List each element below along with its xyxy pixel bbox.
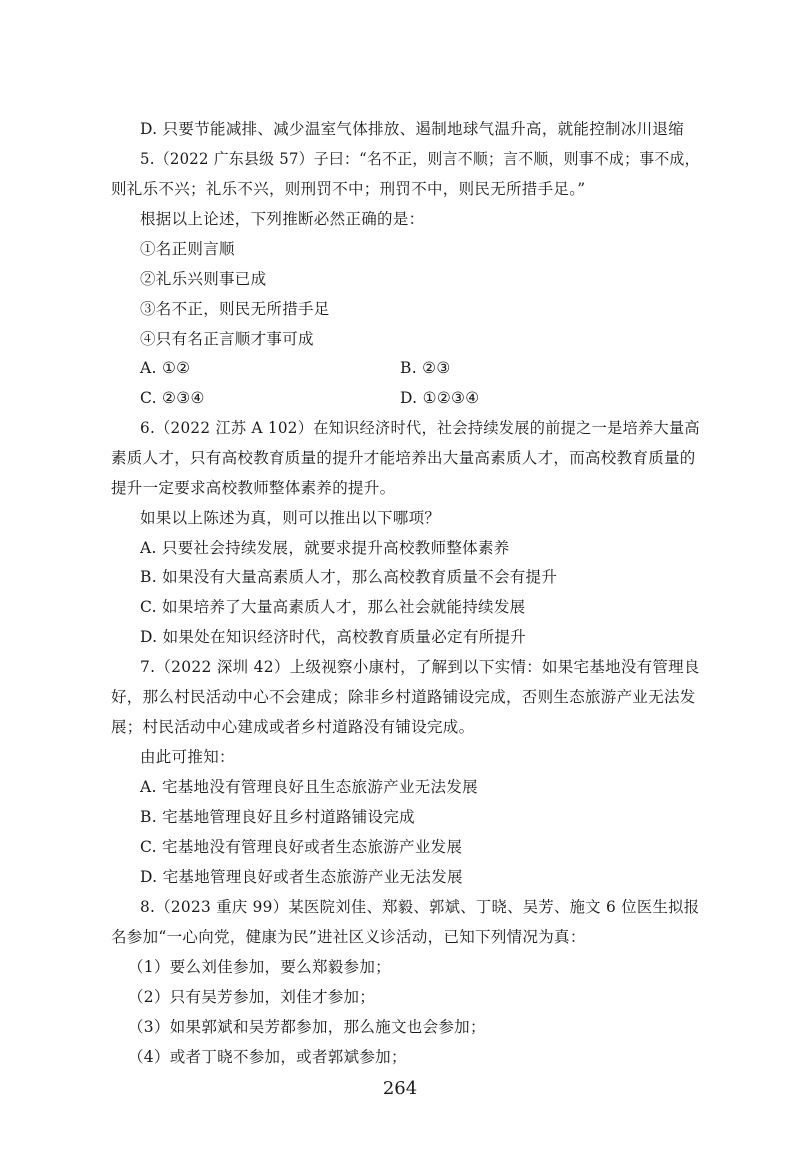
q8-condition-4: （4）或者丁晓不参加，或者郭斌参加； <box>128 1048 407 1066</box>
q6-option-d: D. 如果处在知识经济时代，高校教育质量必定有所提升 <box>140 628 527 646</box>
q7-stem-line3: 展；村民活动中心建成或者乡村道路没有铺设完成。 <box>111 718 475 736</box>
q4-option-d: D. 只要节能减排、减少温室气体排放、遏制地球气温升高，就能控制冰川退缩 <box>140 120 685 138</box>
q7-option-a: A. 宅基地没有管理良好且生态旅游产业无法发展 <box>140 778 478 796</box>
q5-option-a: A. ①② <box>140 359 191 377</box>
q5-statement-1: ①名正则言顺 <box>140 240 235 258</box>
q6-stem-line3: 提升一定要求高校教师整体素养的提升。 <box>111 479 396 497</box>
q6-option-a: A. 只要社会持续发展，就要求提升高校教师整体素养 <box>140 539 510 557</box>
q8-stem-line2: 名参加“一心向党，健康为民”进社区义诊活动，已知下列情况为真： <box>111 928 586 946</box>
q7-option-b: B. 宅基地管理良好且乡村道路铺设完成 <box>140 808 415 826</box>
q5-statement-4: ④只有名正言顺才事可成 <box>140 330 314 348</box>
q5-stem-line1: 5.（2022 广东县级 57）子曰：“名不正，则言不顺；言不顺，则事不成；事不成， <box>140 150 700 168</box>
q5-question: 根据以上论述，下列推断必然正确的是： <box>140 210 425 228</box>
q5-stem-line2: 则礼乐不兴；礼乐不兴，则刑罚不中；刑罚不中，则民无所措手足。” <box>111 180 586 198</box>
q7-stem-line2: 好，那么村民活动中心不会建成；除非乡村道路铺设完成，否则生态旅游产业无法发 <box>111 688 696 706</box>
q8-condition-2: （2）只有吴芳参加，刘佳才参加； <box>128 988 376 1006</box>
page-number: 264 <box>382 1078 418 1099</box>
q6-stem-line2: 素质人才，只有高校教育质量的提升才能培养出大量高素质人才，而高校教育质量的 <box>111 449 696 467</box>
q6-question: 如果以上陈述为真，则可以推出以下哪项？ <box>140 509 441 527</box>
q5-option-b: B. ②③ <box>400 359 451 377</box>
q7-option-c: C. 宅基地没有管理良好或者生态旅游产业发展 <box>140 838 463 856</box>
q6-option-b: B. 如果没有大量高素质人才，那么高校教育质量不会有提升 <box>140 568 558 586</box>
q7-stem-line1: 7.（2022 深圳 42）上级视察小康村，了解到以下实情：如果宅基地没有管理良 <box>140 658 700 676</box>
q5-option-d: D. ①②③④ <box>400 389 480 407</box>
q8-stem-line1: 8.（2023 重庆 99）某医院刘佳、郑毅、郭斌、丁晓、吴芳、施文 6 位医生拟报 <box>140 898 700 916</box>
q5-statement-3: ③名不正，则民无所措手足 <box>140 300 330 318</box>
q6-stem-line1: 6.（2022 江苏 A 102）在知识经济时代，社会持续发展的前提之一是培养大量高 <box>140 419 700 437</box>
q7-option-d: D. 宅基地管理良好或者生态旅游产业无法发展 <box>140 868 463 886</box>
q8-condition-1: （1）要么刘佳参加，要么郑毅参加； <box>128 958 391 976</box>
q7-question: 由此可推知： <box>140 748 235 766</box>
q6-option-c: C. 如果培养了大量高素质人才，那么社会就能持续发展 <box>140 598 526 616</box>
q8-condition-3: （3）如果郭斌和吴芳都参加，那么施文也会参加； <box>128 1018 486 1036</box>
q5-option-c: C. ②③④ <box>140 389 205 407</box>
q5-statement-2: ②礼乐兴则事已成 <box>140 270 267 288</box>
